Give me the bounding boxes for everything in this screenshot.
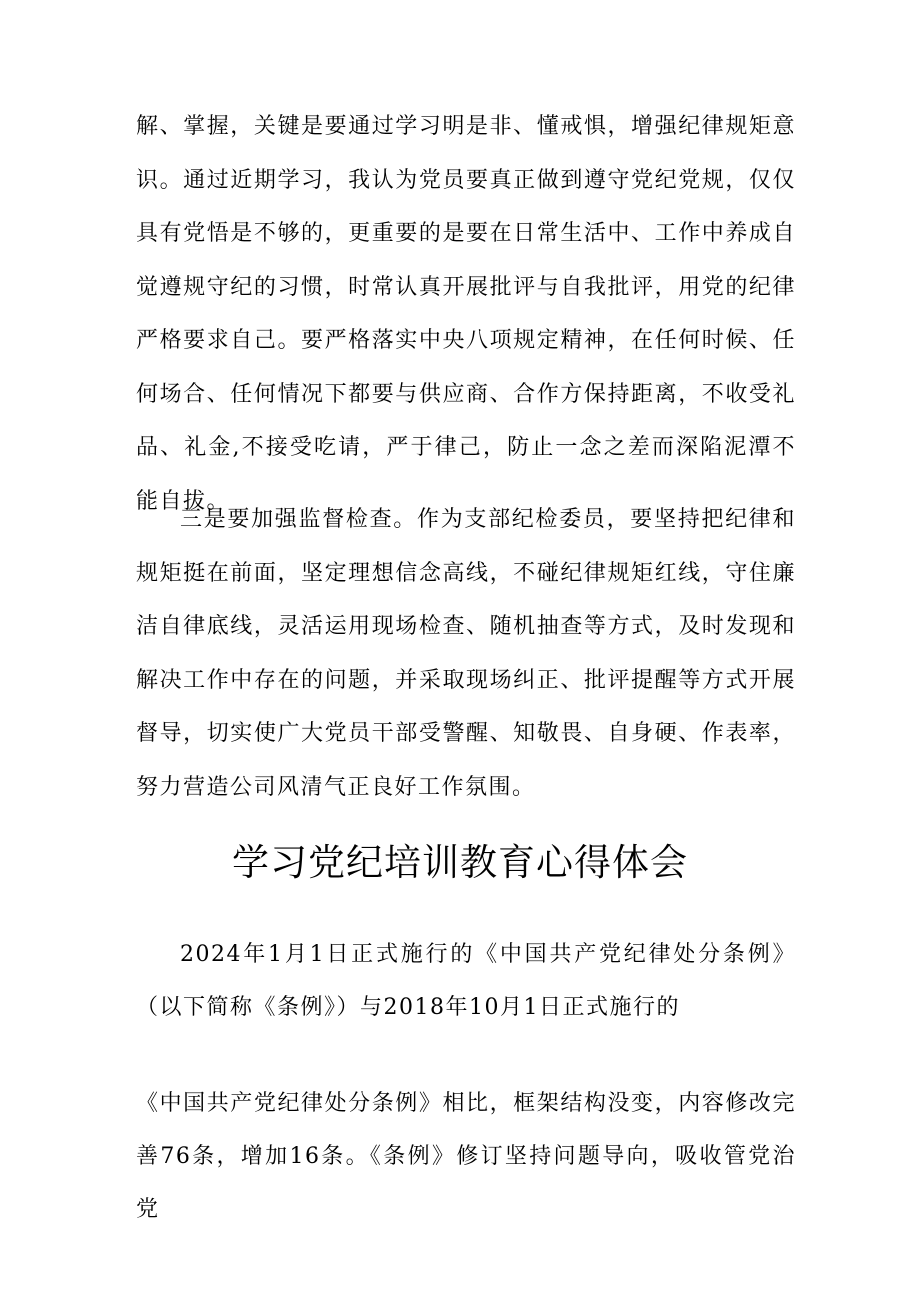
body-paragraph-2: 三是要加强监督检查。作为支部纪检委员，要坚持把纪律和规矩挺在前面，坚定理想信念高线，不碰纪律规矩红线，守住廉洁自律底线，灵活运用现场检查、随机抽查等方式，及时发现和解决工作中存在的问题，并采取现场纠正、批评提醒等方式开展督导，切实使广大党员干部受警醒、知敬畏、自身硬、作表率，努力营造公司风清气正良好工作氛围。 — [136, 507, 796, 800]
body-paragraph-4: 《中国共产党纪律处分条例》相比，框架结构没变，内容修改完善76条，增加16条。《条例》修订坚持问题导向，吸收管党治党 — [136, 1091, 796, 1222]
section-title: 学习党纪培训教育心得体会 — [232, 841, 688, 884]
body-paragraph-3: 2024年1月1日正式施行的《中国共产党纪律处分条例》（以下简称《条例》）与2018年10月1日正式施行的 — [136, 942, 796, 1020]
body-paragraph-1: 解、掌握，关键是要通过学习明是非、懂戒惧，增强纪律规矩意识。通过近期学习，我认为党员要真正做到遵守党纪党规，仅仅具有党悟是不够的，更重要的是要在日常生活中、工作中养成自觉遵规守纪的习惯，时常认真开展批评与自我批评，用党的纪律严格要求自己。要严格落实中央八项规定精神，在任何时候、任何场合、任何情况下都要与供应商、合作方保持距离，不收受礼品、礼金,不接受吃请，严于律己，防止一念之差而深陷泥潭不能自拔。 — [136, 114, 796, 514]
